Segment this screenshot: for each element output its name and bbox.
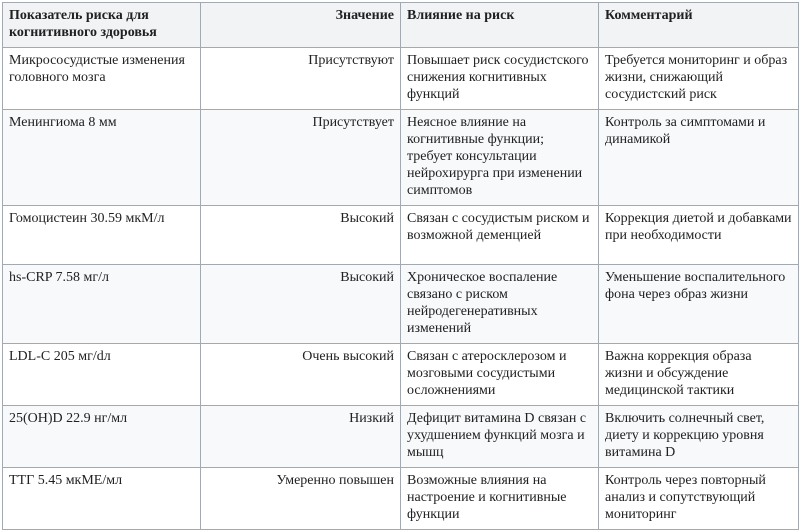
cell-value: Умеренно повышен [201,468,401,530]
cell-comment: Включить солнечный свет, диету и коррекцию уровня витамина D [599,406,799,468]
table-row [3,468,799,530]
cell-indicator: Менингиома 8 мм [3,110,201,206]
cell-impact: Возможные влияния на настроение и когнитивные функции [401,468,599,530]
header-indicator: Показатель риска для когнитивного здоровья [3,3,201,48]
cell-value: Высокий [201,206,401,265]
cell-value: Низкий [201,406,401,468]
header-impact: Влияние на риск [401,3,599,48]
table-row [3,265,799,344]
cell-impact: Повышает риск сосудистского снижения когнитивных функций [401,48,599,110]
header-comment: Комментарий [599,3,799,48]
table-row [3,110,799,206]
table-row [3,344,799,406]
cell-indicator: Гомоцистеин 30.59 мкМ/л [3,206,201,265]
cell-indicator: Микрососудистые изменения головного мозга [3,48,201,110]
cell-value: Присутствуют [201,48,401,110]
table-row [3,48,799,110]
cell-comment: Важна коррекция образа жизни и обсуждение медицинской тактики [599,344,799,406]
cell-impact: Неясное влияние на когнитивные функции; требует консультации нейрохирурга при изменении симптомов [401,110,599,206]
cell-indicator: 25(OH)D 22.9 нг/мл [3,406,201,468]
cell-impact: Дефицит витамина D связан с ухудшением функций мозга и мышц [401,406,599,468]
cell-comment: Уменьшение воспалительного фона через образ жизни [599,265,799,344]
table-header-row [3,3,799,48]
cell-value: Высокий [201,265,401,344]
cell-value: Очень высокий [201,344,401,406]
cell-impact: Связан с сосудистым риском и возможной деменцией [401,206,599,265]
cell-indicator: LDL-C 205 мг/dл [3,344,201,406]
cell-comment: Контроль через повторный анализ и сопутствующий мониторинг [599,468,799,530]
table-container [2,2,799,530]
header-value: Значение [201,3,401,48]
cell-impact: Хроническое воспаление связано с риском нейродегенеративных изменений [401,265,599,344]
cell-value: Присутствует [201,110,401,206]
table-row [3,406,799,468]
cell-indicator: ТТГ 5.45 мкМЕ/мл [3,468,201,530]
cell-comment: Коррекция диетой и добавками при необходимости [599,206,799,265]
cell-comment: Контроль за симптомами и динамикой [599,110,799,206]
cognitive-risk-table [2,2,799,530]
cell-indicator: hs-CRP 7.58 мг/л [3,265,201,344]
cell-comment: Требуется мониторинг и образ жизни, снижающий сосудистский риск [599,48,799,110]
table-row [3,206,799,265]
cell-impact: Связан с атеросклерозом и мозговыми сосудистыми осложнениями [401,344,599,406]
